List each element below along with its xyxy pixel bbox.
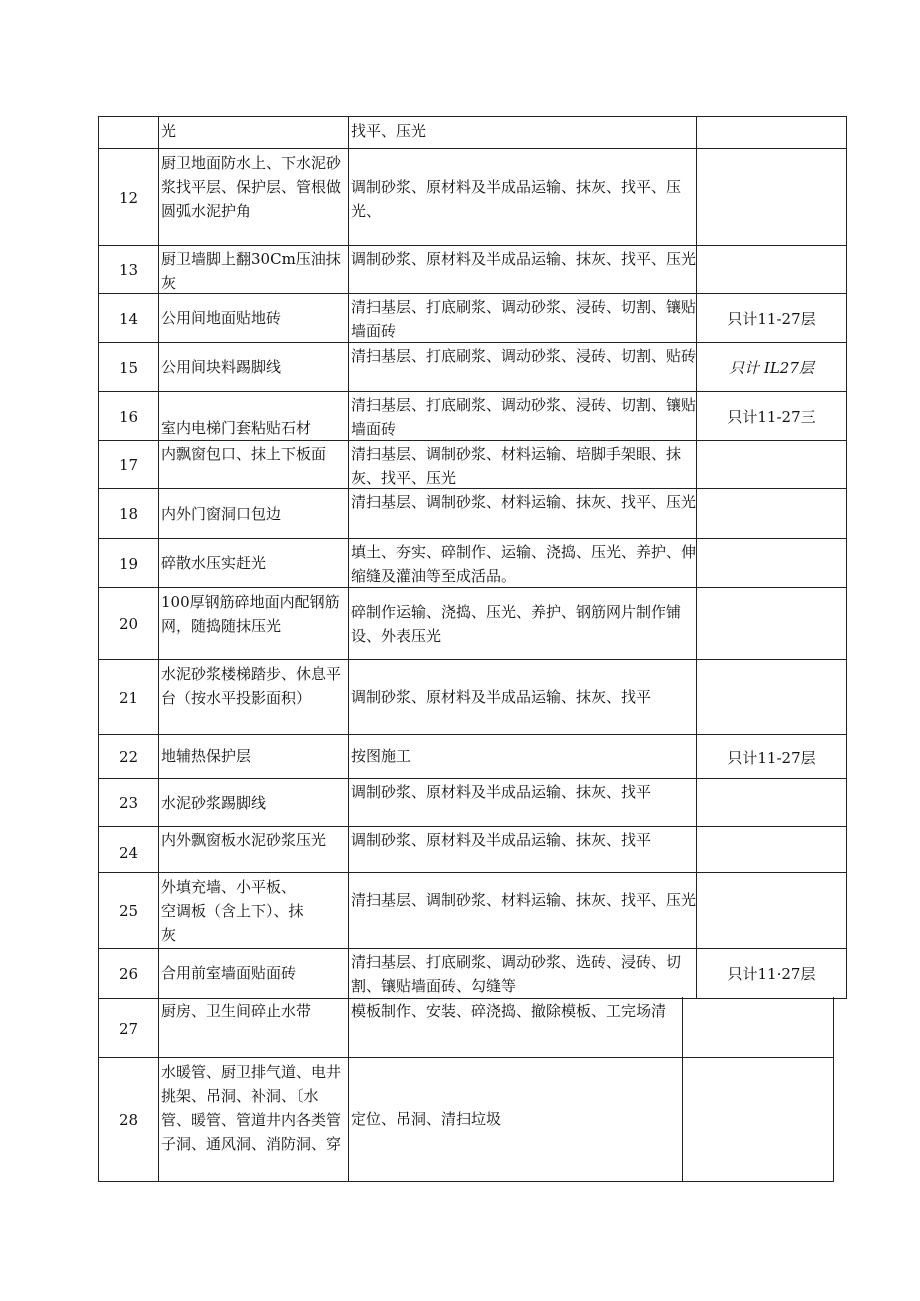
item-name: 合用前室墙面贴面砖 (158, 949, 348, 998)
row-note (682, 1058, 834, 1181)
item-name: 内外飘窗板水泥砂浆压光 (158, 827, 348, 873)
work-content: 清扫基层、打底刷浆、调动砂浆、浸砖、切割、镶贴墙面砖 (348, 392, 696, 441)
item-name: 厨房、卫生间碎止水带 (158, 997, 348, 1057)
table-row (98, 245, 847, 294)
row-number: 24 (98, 827, 158, 873)
table-row (98, 293, 847, 343)
table-row (98, 116, 847, 149)
item-name: 100厚钢筋碎地面内配钢筋网，随捣随抹压光 (158, 588, 348, 660)
row-number: 25 (98, 873, 158, 949)
item-name: 外填充墙、小平板、空调板（含上下）、抹灰 (158, 873, 308, 949)
row-note (696, 489, 847, 539)
item-name: 厨卫墙脚上翻30Cm压油抹灰 (158, 246, 348, 294)
row-number: 20 (98, 588, 158, 660)
row-number: 22 (98, 735, 158, 779)
work-content: 清扫基层、调制砂浆、材料运输、抹灰、找平、压光 (348, 489, 696, 539)
table-row (98, 872, 847, 949)
work-content: 定位、吊洞、清扫垃圾 (348, 1058, 682, 1181)
row-note: 只计11-27层 (696, 735, 847, 779)
row-note (696, 246, 847, 294)
work-content: 调制砂浆、原材料及半成品运输、抹灰、找平 (348, 827, 696, 873)
row-note (696, 117, 847, 149)
row-note (696, 873, 847, 949)
table-row (98, 342, 847, 392)
table-row (98, 440, 847, 489)
item-name: 光 (158, 117, 348, 149)
row-note (696, 779, 847, 827)
work-content: 调制砂浆、原材料及半成品运输、抹灰、找平 (348, 779, 696, 827)
item-name: 公用间地面贴地砖 (158, 294, 348, 343)
row-number: 26 (98, 949, 158, 998)
item-name: 碎散水压实赶光 (158, 539, 348, 588)
table-row (98, 1057, 834, 1182)
work-content: 按图施工 (348, 735, 696, 779)
item-name: 公用间块料踢脚线 (158, 343, 348, 392)
table-row (98, 488, 847, 539)
row-number: 16 (98, 392, 158, 441)
row-note (696, 539, 847, 588)
row-note (682, 997, 834, 1057)
work-content: 模板制作、安装、碎浇捣、撤除模板、工完场清 (348, 997, 682, 1057)
item-name: 水暖管、厨卫排气道、电井挑架、吊洞、补洞、〔水管、暖管、管道井内各类管子洞、通风洞、消防洞、穿 (158, 1058, 348, 1181)
table-row (98, 587, 847, 660)
row-number: 27 (98, 997, 158, 1057)
item-name: 水泥砂浆楼梯踏步、休息平台（按水平投影面积） (158, 660, 348, 735)
table-row (98, 391, 847, 441)
row-number: 12 (98, 149, 158, 246)
work-content: 填土、夯实、碎制作、运输、浇捣、压光、养护、伸缩缝及灌油等至成活品。 (348, 539, 696, 588)
row-note (696, 149, 847, 246)
row-number: 21 (98, 660, 158, 735)
table-row (98, 997, 834, 1057)
table-row (98, 734, 847, 779)
table-row (98, 948, 847, 999)
item-name: 内外门窗洞口包边 (158, 489, 348, 539)
table-row (98, 538, 847, 588)
row-number (98, 117, 158, 149)
work-content: 清扫基层、打底刷浆、调动砂浆、浸砖、切割、贴砖 (348, 343, 696, 392)
work-content: 碎制作运输、浇捣、压光、养护、钢筋网片制作铺设、外表压光 (348, 588, 696, 660)
row-note: 只计11-27三 (696, 392, 847, 441)
row-number: 28 (98, 1058, 158, 1181)
work-content: 调制砂浆、原材料及半成品运输、抹灰、找平、压光 (348, 246, 696, 294)
row-number: 18 (98, 489, 158, 539)
work-content: 清扫基层、打底刷浆、调动砂浆、浸砖、切割、镶贴墙面砖 (348, 294, 696, 343)
work-content: 清扫基层、调制砂浆、材料运输、培脚手架眼、抹灰、找平、压光 (348, 441, 696, 489)
row-note (696, 588, 847, 660)
row-number: 15 (98, 343, 158, 392)
row-number: 13 (98, 246, 158, 294)
item-name: 厨卫地面防水上、下水泥砂浆找平层、保护层、管根做圆弧水泥护角 (158, 149, 348, 246)
row-note (696, 441, 847, 489)
work-content: 找平、压光 (348, 117, 696, 149)
table-row (98, 659, 847, 735)
item-name: 室内电梯门套粘贴石材 (158, 392, 348, 441)
row-number: 23 (98, 779, 158, 827)
table-row (98, 778, 847, 827)
row-number: 14 (98, 294, 158, 343)
item-name: 水泥砂浆踢脚线 (158, 779, 348, 827)
work-content: 调制砂浆、原材料及半成品运输、抹灰、找平、压光、 (348, 149, 696, 246)
table-row (98, 826, 847, 873)
item-name: 地辅热保护层 (158, 735, 348, 779)
row-note: 只计 IL27层 (696, 343, 847, 392)
row-note (696, 827, 847, 873)
work-content: 调制砂浆、原材料及半成品运输、抹灰、找平 (348, 660, 696, 735)
work-content: 清扫基层、打底刷浆、调动砂浆、选砖、浸砖、切割、镶贴墙面砖、勾缝等 (348, 949, 696, 998)
row-note: 只计11-27层 (696, 294, 847, 343)
work-content: 清扫基层、调制砂浆、材料运输、抹灰、找平、压光 (348, 873, 696, 949)
item-name: 内飘窗包口、抹上下板面 (158, 441, 348, 489)
row-number: 19 (98, 539, 158, 588)
table-row (98, 148, 847, 246)
row-note: 只计11·27层 (696, 949, 847, 998)
row-note (696, 660, 847, 735)
row-number: 17 (98, 441, 158, 489)
